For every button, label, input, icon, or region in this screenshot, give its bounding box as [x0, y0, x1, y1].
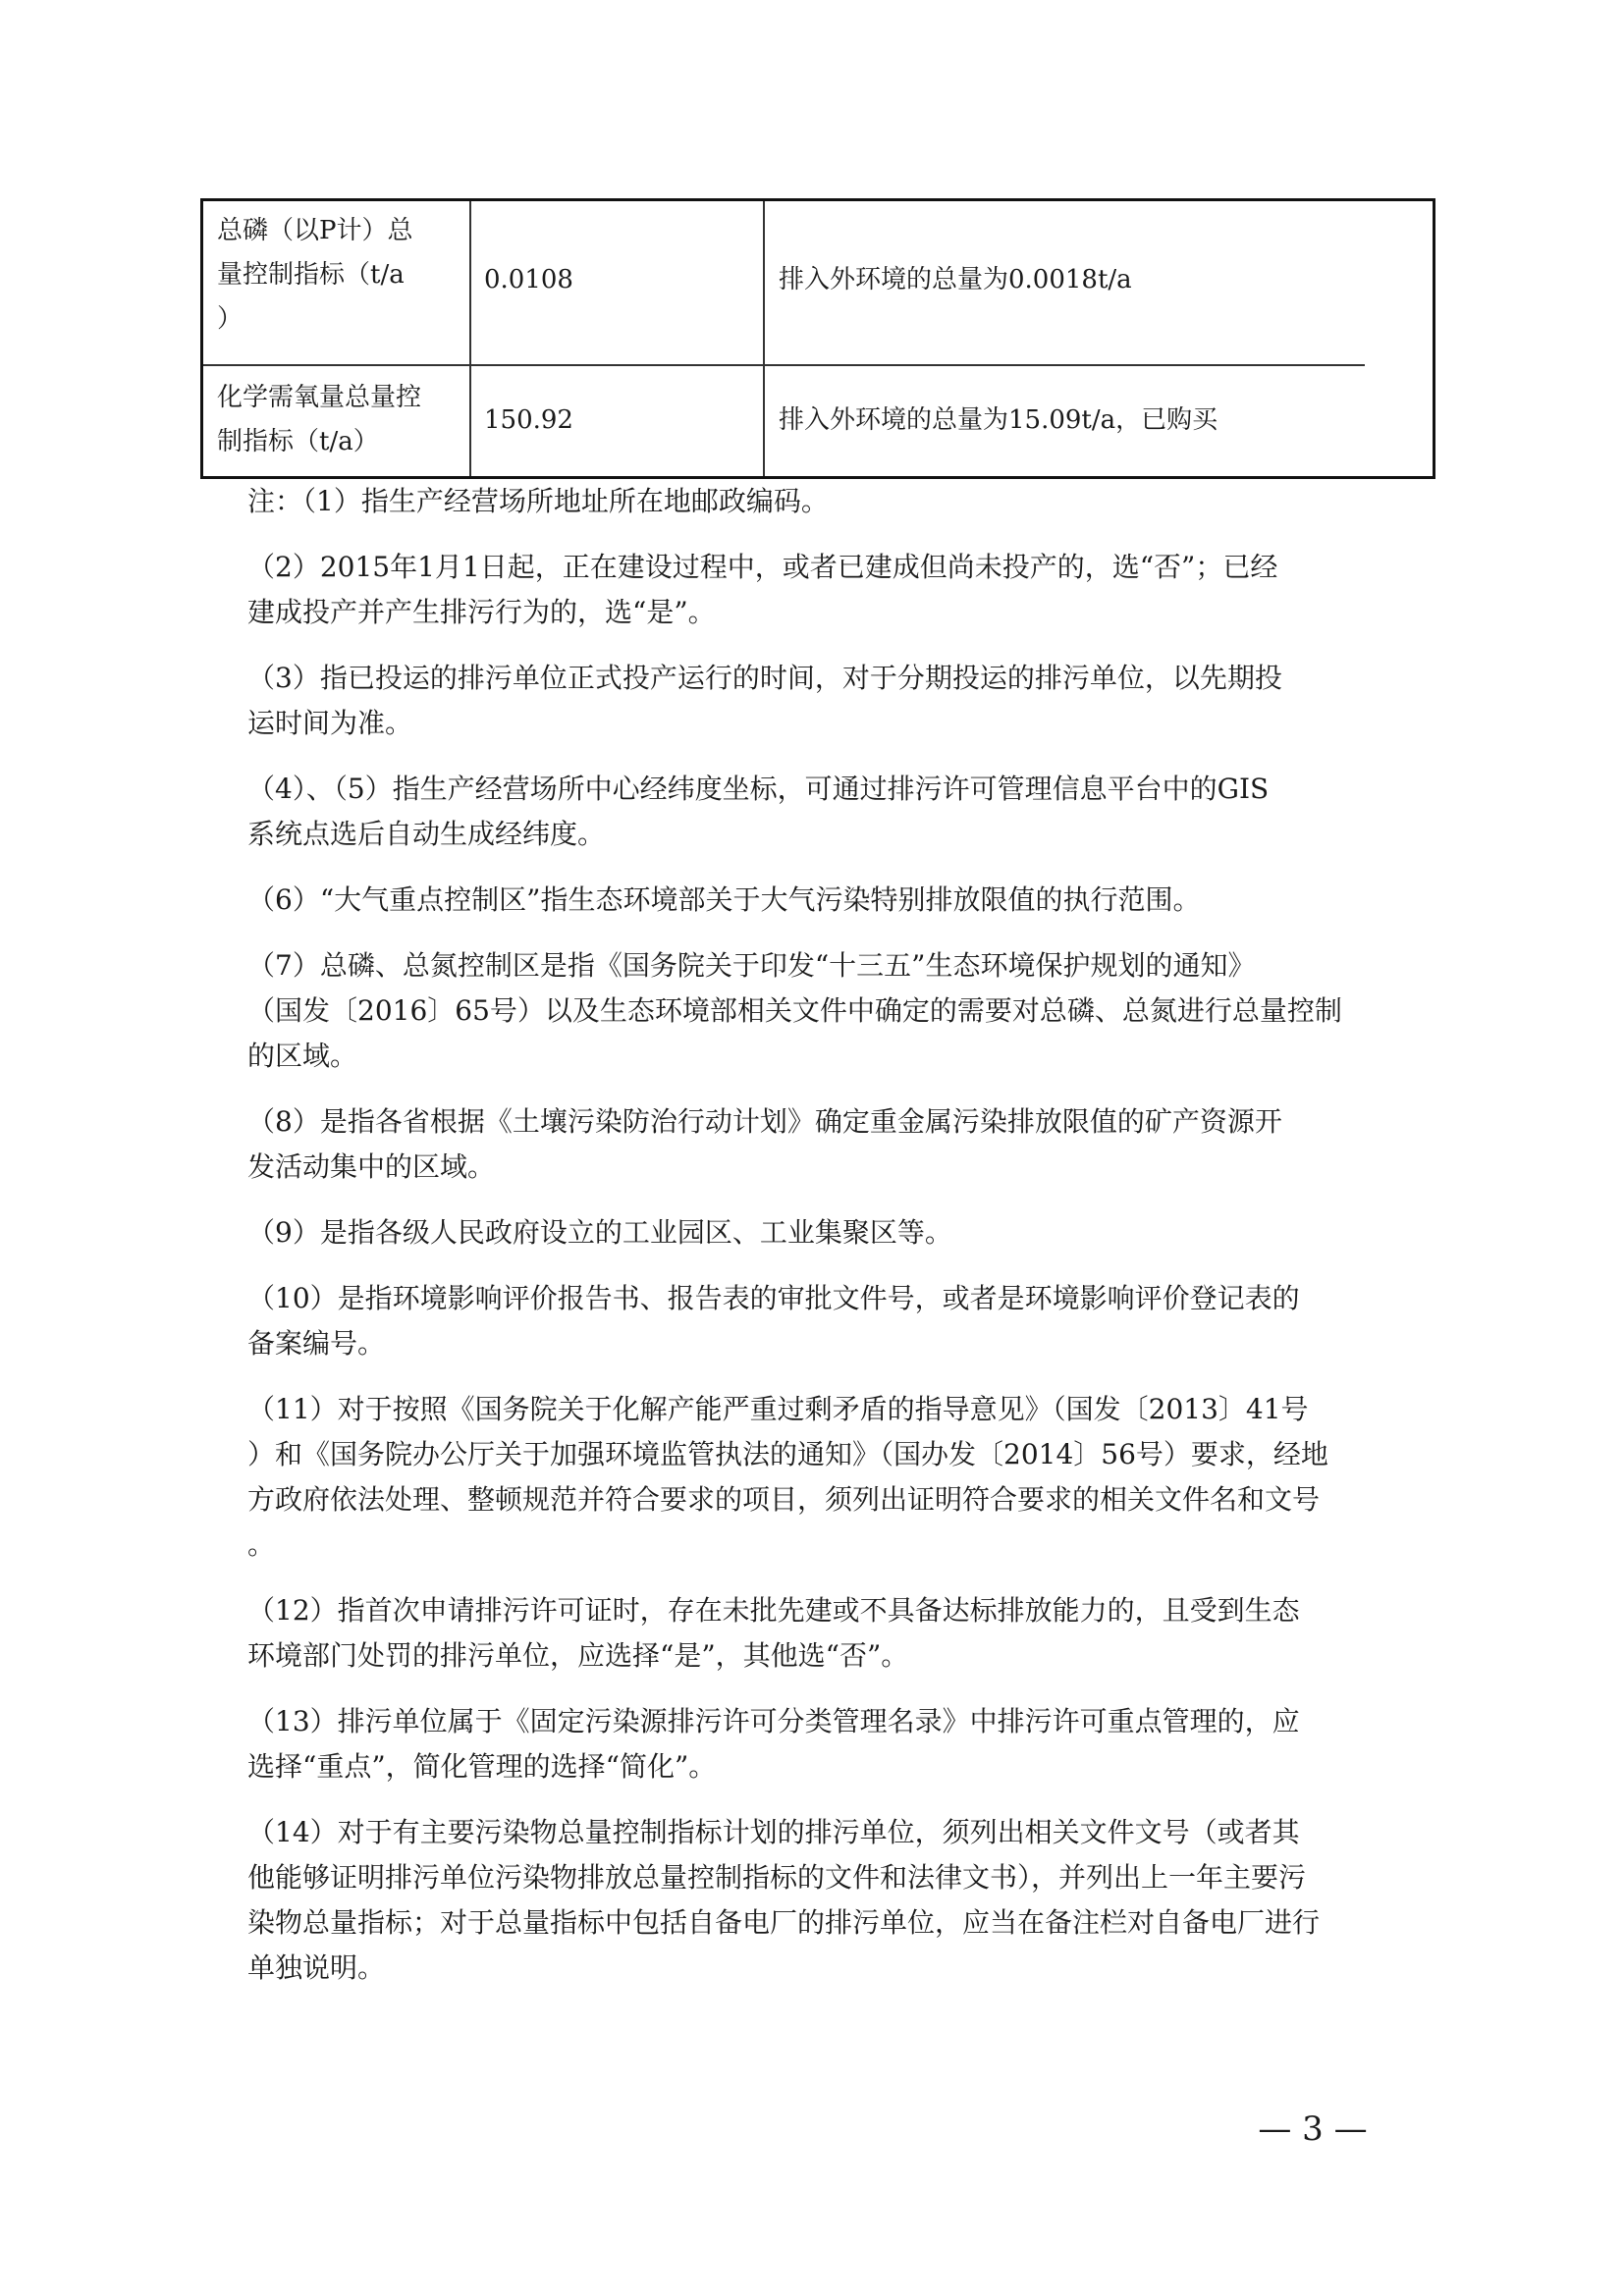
note-paragraph — [247, 1276, 1391, 1366]
note-line: （7）总磷、总氮控制区是指《国务院关于印发“十三五”生态环境保护规划的通知》 — [247, 949, 1256, 982]
note-paragraph — [247, 1588, 1391, 1679]
note-line: 选择“重点”，简化管理的选择“简化”。 — [247, 1750, 717, 1783]
note-line: 的区域。 — [247, 1040, 358, 1072]
note-paragraph — [247, 943, 1391, 1079]
note-line: ）和《国务院办公厅关于加强环境监管执法的通知》（国办发〔2014〕56号）要求，经地 — [247, 1438, 1328, 1470]
value-cell: 0.0108 — [484, 265, 573, 294]
note-line: （14）对于有主要污染物总量控制指标计划的排污单位，须列出相关文件文号（或者其 — [247, 1816, 1300, 1848]
note-line: 方政府依法处理、整顿规范并符合要求的项目，须列出证明符合要求的相关文件名和文号 — [247, 1483, 1321, 1516]
note-line: （4）、（5）指生产经营场所中心经纬度坐标，可通过排污许可管理信息平台中的GIS — [247, 773, 1270, 805]
note-line: （9）是指各级人民政府设立的工业园区、工业集聚区等。 — [247, 1216, 952, 1249]
page-number: — 3 — — [1258, 2109, 1368, 2149]
remark-cell: 排入外环境的总量为15.09t/a，已购买 — [779, 405, 1218, 435]
note-line: 单独说明。 — [247, 1951, 386, 1984]
note-paragraph — [247, 545, 1391, 635]
value-cell: 150.92 — [484, 405, 573, 435]
notes-section — [247, 479, 1391, 2011]
note-line: （12）指首次申请排污许可证时，存在未批先建或不具备达标排放能力的，且受到生态 — [247, 1594, 1300, 1627]
note-paragraph — [247, 1210, 1391, 1255]
note-paragraph — [247, 1810, 1391, 1991]
note-line: 他能够证明排污单位污染物排放总量控制指标的文件和法律文书），并列出上一年主要污 — [247, 1861, 1307, 1894]
note-line: （8）是指各省根据《土壤污染防治行动计划》确定重金属污染排放限值的矿产资源开 — [247, 1105, 1282, 1138]
note-line: （10）是指环境影响评价报告书、报告表的审批文件号，或者是环境影响评价登记表的 — [247, 1282, 1300, 1314]
note-paragraph — [247, 479, 1391, 524]
note-paragraph — [247, 1387, 1391, 1568]
note-paragraph — [247, 1099, 1391, 1190]
pollutant-quota-table — [200, 198, 1435, 479]
note-line: 注：（1）指生产经营场所地址所在地邮政编码。 — [247, 485, 829, 517]
note-paragraph — [247, 1699, 1391, 1789]
note-line: （国发〔2016〕65号）以及生态环境部相关文件中确定的需要对总磷、总氮进行总量控制 — [247, 994, 1342, 1027]
note-line: 运时间为准。 — [247, 707, 413, 739]
note-line: 备案编号。 — [247, 1327, 386, 1360]
note-line: 。 — [247, 1528, 276, 1561]
note-line: 发活动集中的区域。 — [247, 1150, 496, 1183]
note-line: 环境部门处罚的排污单位，应选择“是”，其他选“否”。 — [247, 1639, 909, 1672]
note-paragraph — [247, 656, 1391, 746]
note-line: 建成投产并产生排污行为的，选“是”。 — [247, 596, 716, 628]
note-line: 染物总量指标；对于总量指标中包括自备电厂的排污单位，应当在备注栏对自备电厂进行 — [247, 1906, 1321, 1939]
note-paragraph — [247, 878, 1391, 923]
note-line: （3）指已投运的排污单位正式投产运行的时间，对于分期投运的排污单位，以先期投 — [247, 662, 1282, 694]
table-row — [203, 366, 1433, 479]
note-line: （13）排污单位属于《固定污染源排污许可分类管理名录》中排污许可重点管理的，应 — [247, 1705, 1300, 1737]
note-line: （11）对于按照《国务院关于化解产能严重过剩矛盾的指导意见》（国发〔2013〕41号 — [247, 1393, 1309, 1425]
table-row — [203, 201, 1433, 366]
indicator-cell: 化学需氧量总量控 制指标（t/a） — [217, 383, 422, 456]
remark-cell: 排入外环境的总量为0.0018t/a — [779, 265, 1132, 294]
note-line: （2）2015年1月1日起，正在建设过程中，或者已建成但尚未投产的，选“否”；已经 — [247, 551, 1278, 583]
note-line: （6）“大气重点控制区”指生态环境部关于大气污染特别排放限值的执行范围。 — [247, 883, 1201, 916]
note-line: 系统点选后自动生成经纬度。 — [247, 818, 606, 850]
indicator-cell: 总磷（以P计）总 量控制指标（t/a ） — [217, 216, 413, 334]
note-paragraph — [247, 767, 1391, 857]
